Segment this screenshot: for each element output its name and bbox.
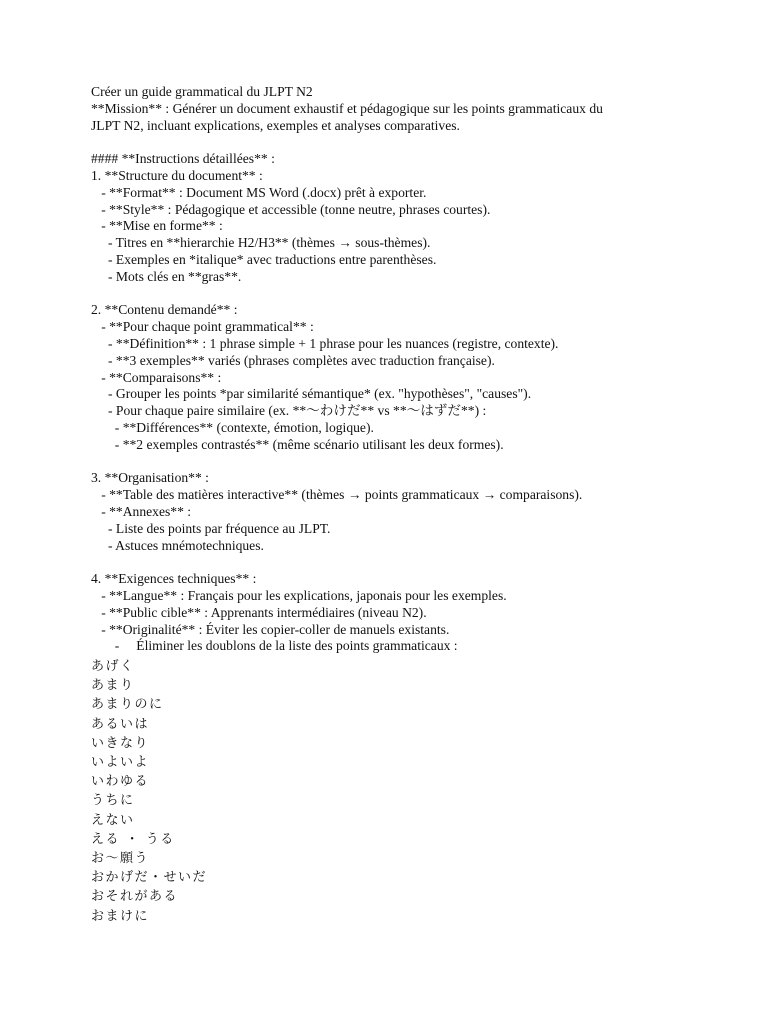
blank-line — [91, 134, 711, 151]
list-item: - Liste des points par fréquence au JLPT. — [91, 520, 331, 536]
section-heading: 1. **Structure du document** : — [91, 167, 263, 183]
document-body — [91, 84, 711, 926]
grammar-point: おそれがある — [91, 889, 179, 905]
list-item: - Astuces mnémotechniques. — [91, 537, 264, 553]
grammar-point: あげく — [91, 659, 135, 675]
section-heading: 2. **Contenu demandé** : — [91, 302, 238, 318]
list-item: - **Comparaisons** : — [91, 369, 222, 385]
mission-line: **Mission** : Générer un document exhaustif et pédagogique sur les points grammaticaux du — [91, 100, 603, 116]
list-item: - **3 exemples** variés (phrases complètes avec traduction française). — [91, 352, 495, 368]
list-item: - **Table des matières interactive** (thèmes → points grammaticaux → comparaisons). — [91, 487, 583, 503]
list-item: - **Format** : Document MS Word (.docx) prêt à exporter. — [91, 184, 427, 200]
list-item: - **Mise en forme** : — [91, 218, 223, 234]
list-item: - **Différences** (contexte, émotion, logique). — [91, 419, 374, 435]
grammar-point: あまり — [91, 678, 135, 694]
section-heading: 3. **Organisation** : — [91, 470, 209, 486]
blank-line — [91, 454, 711, 471]
grammar-point: いきなり — [91, 735, 150, 751]
list-item: - **2 exemples contrastés** (même scénario utilisant les deux formes). — [91, 436, 504, 452]
grammar-point: あるいは — [91, 716, 150, 732]
list-item: - **Originalité** : Éviter les copier-coller de manuels existants. — [91, 621, 450, 637]
grammar-point: える ・ うる — [91, 831, 175, 847]
list-item: - **Langue** : Français pour les explications, japonais pour les exemples. — [91, 587, 507, 603]
list-item: - **Pour chaque point grammatical** : — [91, 319, 314, 335]
list-item: - **Annexes** : — [91, 503, 192, 519]
grammar-point: えない — [91, 812, 135, 828]
blank-line — [91, 286, 711, 303]
list-item: - Grouper les points *par similarité sémantique* (ex. "hypothèses", "causes"). — [91, 386, 532, 402]
list-item: - **Public cible** : Apprenants intermédiaires (niveau N2). — [91, 604, 427, 620]
blank-line — [91, 554, 711, 571]
section-heading: 4. **Exigences techniques** : — [91, 571, 257, 587]
grammar-point: おまけに — [91, 908, 150, 924]
section-heading: #### **Instructions détaillées** : — [91, 151, 275, 167]
list-item: - Éliminer les doublons de la liste des points grammaticaux : — [91, 638, 458, 654]
grammar-point: いよいよ — [91, 755, 150, 771]
list-item: - Titres en **hierarchie H2/H3** (thèmes → sous-thèmes). — [91, 235, 431, 251]
grammar-point: お～願う — [91, 850, 150, 866]
list-item: - Exemples en *italique* avec traductions entre parenthèses. — [91, 251, 437, 267]
list-item: - **Style** : Pédagogique et accessible (tonne neutre, phrases courtes). — [91, 201, 491, 217]
grammar-point: うちに — [91, 793, 135, 809]
grammar-point-list — [91, 657, 711, 926]
document-title: Créer un guide grammatical du JLPT N2 — [91, 84, 313, 99]
grammar-point: あまりのに — [91, 697, 164, 713]
list-item: - **Définition** : 1 phrase simple + 1 phrase pour les nuances (registre, contexte). — [91, 335, 559, 351]
grammar-point: いわゆる — [91, 774, 150, 790]
mission-line: JLPT N2, incluant explications, exemples et analyses comparatives. — [91, 117, 460, 133]
list-item: - Mots clés en **gras**. — [91, 268, 242, 284]
grammar-point: おかげだ・せいだ — [91, 870, 208, 886]
list-item: - Pour chaque paire similaire (ex. **～わけだ** vs **～はずだ**) : — [91, 403, 487, 419]
